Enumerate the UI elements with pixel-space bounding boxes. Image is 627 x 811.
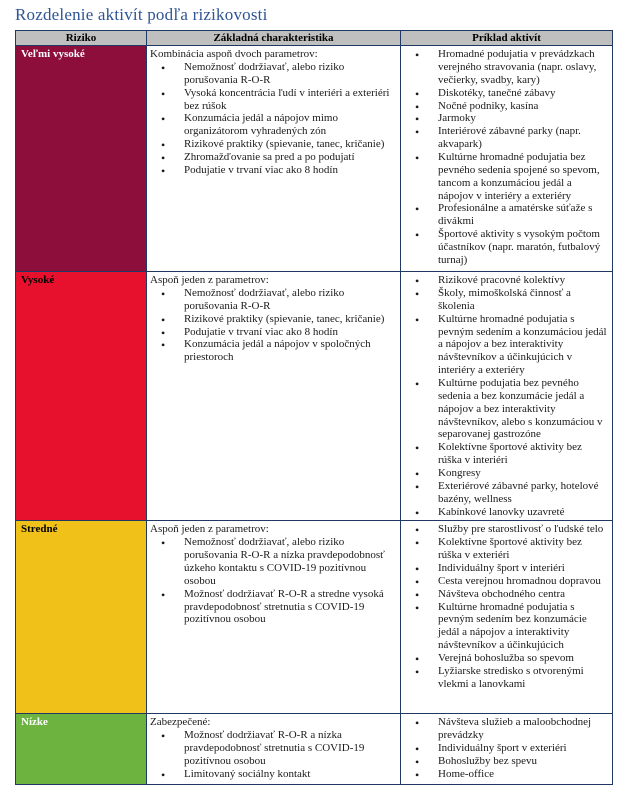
example-item: • Kultúrne hromadné podujatia bez pevného sedenia spojené so spevom, tancom a konzumáciou jedál a nápojov v interiéry a exteriéry	[404, 151, 608, 202]
example-item: • Individuálny šport v exteriéri	[404, 742, 608, 755]
example-item: • Kultúrne podujatia bez pevného sedenia a bez konzumácie jedál a nápojov a bez interaktivity návštevníkov, alebo s konzumáciou v separovanej gastrozóne	[404, 377, 608, 441]
characteristics-cell	[147, 714, 401, 785]
example-item: • Profesionálne a amatérske súťaže s divákmi	[404, 202, 608, 228]
example-item: • Interiérové zábavné parky (napr. akvapark)	[404, 125, 608, 151]
examples-cell	[401, 272, 613, 521]
examples-list	[404, 48, 608, 267]
example-item: • Individuálny šport v interiéri	[404, 562, 608, 575]
characteristics-cell	[147, 272, 401, 521]
risk-table	[15, 30, 613, 785]
example-item: • Diskotéky, tanečné zábavy	[404, 87, 608, 100]
table-row	[16, 521, 613, 714]
example-item: • Školy, mimoškolská činnosť a školenia	[404, 287, 608, 313]
characteristics-list	[150, 729, 396, 780]
characteristics-intro: Aspoň jeden z parametrov:	[150, 274, 269, 287]
characteristics-list	[150, 536, 396, 626]
examples-cell	[401, 714, 613, 785]
characteristic-item: • Podujatie v trvaní viac ako 8 hodín	[150, 326, 396, 339]
example-item: • Cesta verejnou hromadnou dopravou	[404, 575, 608, 588]
example-item: • Služby pre starostlivosť o ľudské telo	[404, 523, 608, 536]
characteristic-item: • Nemožnosť dodržiavať, alebo riziko porušovania R-O-R a nízka pravdepodobnosť úzkeho kontaktu s COVID-19 pozitívnou osobou	[150, 536, 396, 587]
characteristic-item: • Limitovaný sociálny kontakt	[150, 768, 396, 781]
characteristic-item: • Možnosť dodržiavať R-O-R a stredne vysoká pravdepodobnosť stretnutia s COVID-19 pozitívnou osobou	[150, 588, 396, 627]
example-item: • Kabínkové lanovky uzavreté	[404, 506, 608, 519]
characteristic-item: • Rizikové praktiky (spievanie, tanec, kričanie)	[150, 138, 396, 151]
characteristics-list	[150, 61, 396, 177]
column-header-priklad-aktivit: Príklad aktivít	[401, 31, 613, 46]
table-body	[16, 46, 613, 785]
characteristics-intro: Kombinácia aspoň dvoch parametrov:	[150, 48, 318, 61]
examples-list	[404, 274, 608, 518]
characteristic-item: • Vysoká koncentrácia ľudí v interiéri a exteriéri bez rúšok	[150, 87, 396, 113]
example-item: • Rizikové pracovné kolektívy	[404, 274, 608, 287]
column-header-zakladna-charakteristika: Základná charakteristika	[147, 31, 401, 46]
characteristic-item: • Rizikové praktiky (spievanie, tanec, kričanie)	[150, 313, 396, 326]
characteristic-item: • Podujatie v trvaní viac ako 8 hodín	[150, 164, 396, 177]
example-item: • Verejná bohoslužba so spevom	[404, 652, 608, 665]
example-item: • Kultúrne hromadné podujatia s pevným sedením bez konzumácie jedál a nápojov a interaktivity návštevníkov a účinkujúcich	[404, 601, 608, 652]
page-title: Rozdelenie aktivít podľa rizikovosti	[15, 5, 268, 24]
example-item: • Kultúrne hromadné podujatia s pevným sedením a konzumáciou jedál a nápojov a bez interaktivity návštevníkov a účinkujúcich v interiéry a exteriéry	[404, 313, 608, 377]
characteristic-item: • Nemožnosť dodržiavať, alebo riziko porušovania R-O-R	[150, 287, 396, 313]
example-item: • Kolektívne športové aktivity bez rúška v exteriéri	[404, 536, 608, 562]
characteristic-item: • Konzumácia jedál a nápojov v spoločných priestoroch	[150, 338, 396, 364]
example-item: • Kongresy	[404, 467, 608, 480]
example-item: • Hromadné podujatia v prevádzkach verejného stravovania (napr. oslavy, večierky, svadby, kary)	[404, 48, 608, 87]
example-item: • Exteriérové zábavné parky, hotelové bazény, wellness	[404, 480, 608, 506]
risk-level-cell: Veľmi vysoké	[16, 46, 147, 272]
risk-level-cell: Nízke	[16, 714, 147, 785]
characteristics-intro: Aspoň jeden z parametrov:	[150, 523, 269, 536]
example-item: • Návšteva služieb a maloobchodnej prevádzky	[404, 716, 608, 742]
examples-list	[404, 716, 608, 780]
table-row	[16, 272, 613, 521]
examples-list	[404, 523, 608, 690]
characteristic-item: • Konzumácia jedál a nápojov mimo organizátorom vyhradených zón	[150, 112, 396, 138]
risk-level-cell: Stredné	[16, 521, 147, 714]
characteristic-item: • Nemožnosť dodržiavať, alebo riziko porušovania R-O-R	[150, 61, 396, 87]
examples-cell	[401, 46, 613, 272]
risk-level-cell: Vysoké	[16, 272, 147, 521]
example-item: • Jarmoky	[404, 112, 608, 125]
characteristics-cell	[147, 46, 401, 272]
column-header-riziko: Riziko	[16, 31, 147, 46]
characteristics-list	[150, 287, 396, 364]
table-row	[16, 714, 613, 785]
characteristic-item: • Možnosť dodržiavať R-O-R a nízka pravdepodobnosť stretnutia s COVID-19 pozitívnou osobou	[150, 729, 396, 768]
example-item: • Home-office	[404, 768, 608, 781]
example-item: • Návšteva obchodného centra	[404, 588, 608, 601]
example-item: • Nočné podniky, kasína	[404, 100, 608, 113]
characteristics-cell	[147, 521, 401, 714]
table-row	[16, 46, 613, 272]
table-header-row	[16, 31, 613, 46]
example-item: • Športové aktivity s vysokým počtom účastníkov (napr. maratón, futbalový turnaj)	[404, 228, 608, 267]
characteristics-intro: Zabezpečené:	[150, 716, 211, 729]
example-item: • Kolektívne športové aktivity bez rúška v interiéri	[404, 441, 608, 467]
example-item: • Lyžiarske stredisko s otvorenými vlekmi a lanovkami	[404, 665, 608, 691]
characteristic-item: • Zhromažďovanie sa pred a po podujatí	[150, 151, 396, 164]
examples-cell	[401, 521, 613, 714]
example-item: • Bohoslužby bez spevu	[404, 755, 608, 768]
